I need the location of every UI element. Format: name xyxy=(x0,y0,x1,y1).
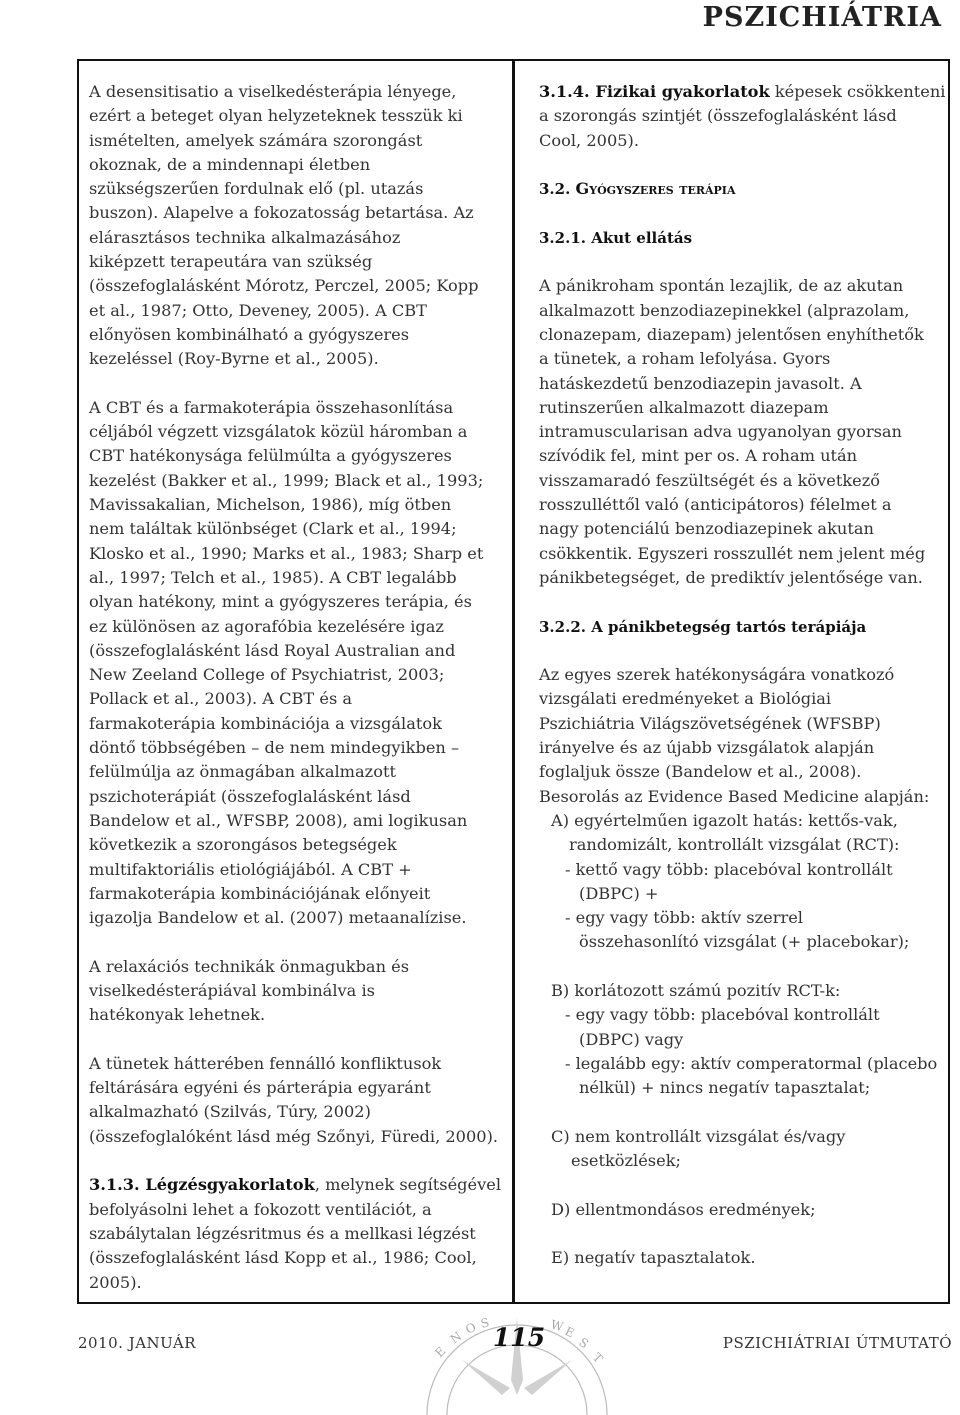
journal-title: PSZICHIÁTRIA xyxy=(702,2,942,33)
svg-text:W: W xyxy=(549,1317,565,1335)
list-item-a: A) egyértelműen igazolt hatás: kettős-vak, xyxy=(551,810,898,830)
svg-text:E: E xyxy=(432,1344,449,1361)
paragraph-breathing-exercises: 3.1.3. Légzésgyakorlatok, melynek segítségével befolyásolni lehet a fokozott ventilációt, a szabálytalan légzésritmus és a mellkasi légzést (összefoglalásként lásd Kopp et al., 1986; Cool, 2005). xyxy=(89,1175,501,1292)
paragraph-acute-care: A pánikroham spontán lezajlik, de az akutan alkalmazott benzodiazepinekkel (alprazolam, clonazepam, diazepam) jelentősen enyhíthetők a tünetek, a roham lefolyása. Gyors hatáskezdetű benzodiazepin javasolt. A rutinszerűen alkalmazott diazepam intramuscularisan adva ugyanolyan gyorsan szívódik fel, mint per os. A roham után visszamaradó feszültségét és a következő rosszulléttől való (anticipátoros) félelmet a nagy potenciálú benzodiazepinek akutan csökkentik. Egyszeri rosszullét nem jelent még pánikbetegséget, de prediktív jelentősége van. xyxy=(539,276,926,587)
left-column xyxy=(89,80,509,1319)
list-item-b: B) korlátozott számú pozitív RCT-k: - egy vagy több: placebóval kontrollált (DBPC) vagy - legalább egy: aktív comperatormal (placebo nélkül) + nincs negatív tapasztalat; xyxy=(551,980,938,1098)
right-column xyxy=(539,80,947,1295)
footer-date: 2010. JANUÁR xyxy=(78,1334,196,1352)
paragraph-relaxation: A relaxációs technikák önmagukban és viselkedésterápiával kombinálva is hatékonyak lehetnek. xyxy=(89,956,410,1025)
svg-text:O: O xyxy=(463,1319,479,1337)
list-item-e: E) negatív tapasztalatok. xyxy=(551,1248,756,1268)
svg-text:N: N xyxy=(447,1328,465,1347)
page-header xyxy=(0,0,960,40)
paragraph-physical-exercises: 3.1.4. Fizikai gyakorlatok képesek csökkenteni a szorongás szintjét (összefoglalásként lásd Cool, 2005). xyxy=(539,82,946,150)
svg-text:S: S xyxy=(479,1315,491,1331)
list-item-c: C) nem kontrollált vizsgálat és/vagy esetközlések; xyxy=(551,1126,846,1171)
paragraph-desensitisation: A desensitisatio a viselkedésterápia lényege, ezért a beteget olyan helyzeteknek tesszük ki ismételten, amelyek számára szorongást okoznak, de a mindennapi életben szükségszerűen fordulnak elő (pl. utazás buszon). Alapelve a fokozatosság betartása. Az elárasztásos technika alkalmazásához kiképzett terapeutára van szükség (összefoglalásként Mórotz, Perczel, 2005; Kopp et al., 1987; Otto, Deveney, 2005). A CBT előnyösen kombinálható a gyógyszeres kezeléssel (Roy-Byrne et al., 2005). xyxy=(89,82,479,369)
paragraph-wfsbp: Az egyes szerek hatékonyságára vonatkozó vizsgálati eredményeket a Biológiai Pszichiátria Világszövetségének (WFSBP) irányelve és az újabb vizsgálatok alapján foglaljuk össze (Bandelow et al., 2008). Besorolás az Evidence Based Medicine alapján: A) egyértelműen igazolt hatás: kettős-vak, randomizált, kontrollált vizsgálat (RCT): - kettő vagy több: placebóval kontrollált (DBPC) + - egy vagy több: aktív szerrel összehasonlító vizsgálat (+ placebokar); xyxy=(539,663,947,955)
footer-publication: PSZICHIÁTRIAI ÚTMUTATÓ xyxy=(722,1334,952,1352)
svg-text:E: E xyxy=(562,1324,577,1341)
section-heading-32: 3.2. Gyógyszeres terápia xyxy=(539,179,736,199)
section-heading-321: 3.2.1. Akut ellátás xyxy=(539,228,693,247)
page-number: 115 xyxy=(492,1323,546,1352)
list-item-d: D) ellentmondásos eredmények; xyxy=(551,1199,816,1219)
svg-text:S: S xyxy=(576,1334,592,1352)
paragraph-cbt-comparison: A CBT és a farmakoterápia összehasonlítása céljából végzett vizsgálatok közül háromban a CBT hatékonysága felülmúlta a gyógyszeres kezelést (Bakker et al., 1999; Black et al., 1993; Mavissakalian, Michelson, 1986), míg ötben nem találtak különbséget (Clark et al., 1994; Klosko et al., 1990; Marks et al., 1983; Sharp et al., 1997; Telch et al., 1985). A CBT legalább olyan hatékony, mint a gyógyszeres terápia, és ez különösen az agorafóbia kezelésére igaz (összefoglalásként lásd Royal Australian and New Zeeland College of Psychiatrist, 2003; Pollack et al., 2003). A CBT és a farmakoterápia kombinációja a vizsgálatok döntő többségében – de nem mindegyikben – felülmúlja az önmagában alkalmazott pszichoterápiát (összefoglalásként lásd Bandelow et al., WFSBP, 2008), ami logikusan következik a szorongásos betegségek multifaktoriális etiológiájából. A CBT + farmakoterápia kombinációjának előnyeit igazolja Bandelow et al. (2007) metaanalízise. xyxy=(89,397,484,928)
column-divider xyxy=(512,59,515,1304)
svg-text:T: T xyxy=(589,1350,606,1366)
section-heading-314: 3.1.4. Fizikai gyakorlatok xyxy=(539,82,770,101)
compass-rose-watermark xyxy=(402,1300,632,1415)
section-heading-313: 3.1.3. Légzésgyakorlatok xyxy=(89,1175,315,1195)
section-heading-322: 3.2.2. A pánikbetegség tartós terápiája xyxy=(539,617,867,636)
paragraph-conflicts: A tünetek hátterében fennálló konfliktusok feltárására egyéni és párterápia egyaránt alkalmazható (Szilvás, Túry, 2002) (összefoglalóként lásd még Szőnyi, Füredi, 2000). xyxy=(89,1053,499,1146)
